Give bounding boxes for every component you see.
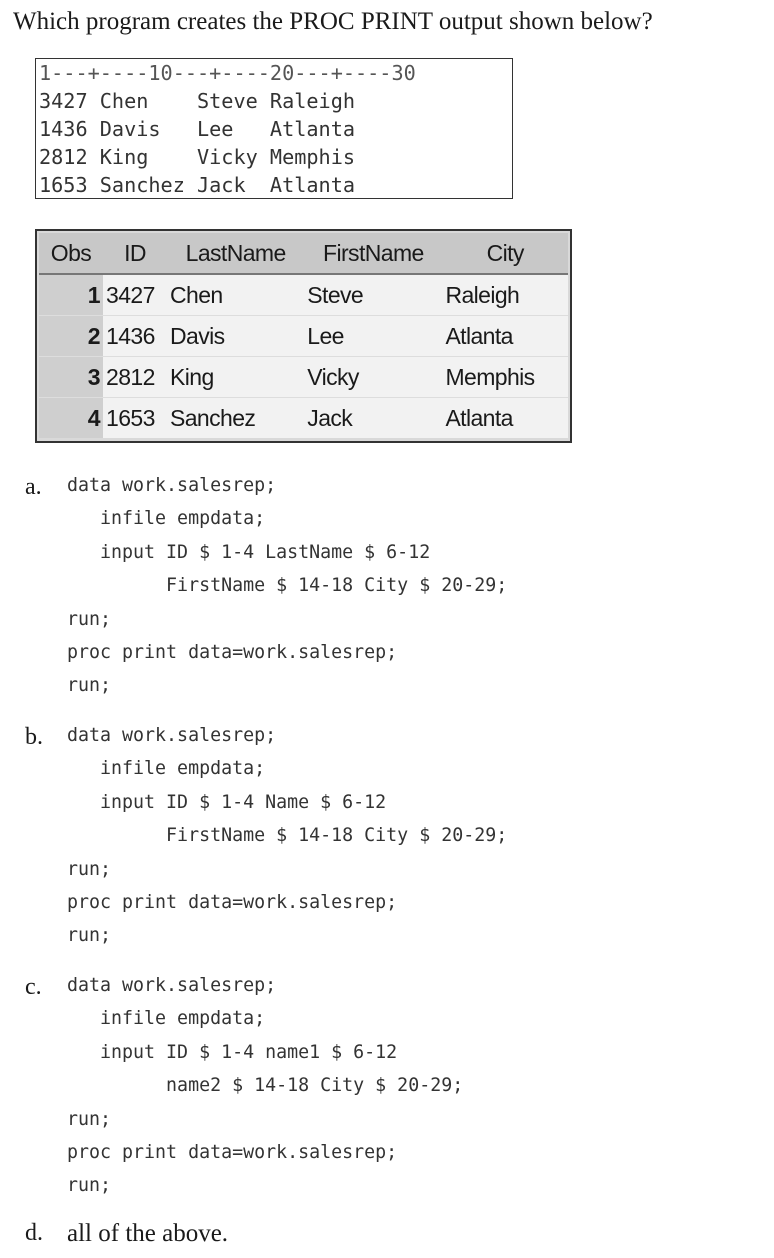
cell-city: Atlanta — [442, 316, 568, 357]
cell-lastname: Davis — [167, 316, 304, 357]
code-line: data work.salesrep; — [67, 725, 277, 746]
code-line: infile empdata; — [67, 508, 266, 530]
output-table — [39, 233, 568, 438]
code-line: run; — [67, 858, 112, 880]
cell-id: 3427 — [103, 274, 167, 316]
cell-city: Raleigh — [442, 274, 568, 316]
option-c-code — [67, 969, 463, 1203]
cell-firstname: Lee — [304, 316, 442, 357]
cell-firstname: Jack — [304, 398, 442, 439]
option-d-letter: d. — [25, 1220, 43, 1246]
code-line: run; — [67, 608, 112, 630]
table-row — [39, 398, 568, 439]
cell-id: 2812 — [103, 357, 167, 398]
raw-data-line: 3427 Chen Steve Raleigh — [39, 89, 356, 113]
code-line: input ID $ 1-4 LastName $ 6-12 — [67, 541, 431, 563]
code-line: infile empdata; — [67, 758, 266, 780]
column-ruler: 1---+----10---+----20---+----30 — [39, 61, 416, 85]
header-obs: Obs — [39, 233, 103, 274]
question-text: Which program creates the PROC PRINT output shown below? — [13, 8, 653, 35]
header-id: ID — [103, 233, 167, 274]
code-line: data work.salesrep; — [67, 975, 277, 996]
option-a-letter: a. — [25, 474, 42, 500]
code-line: input ID $ 1-4 Name $ 6-12 — [67, 791, 387, 813]
code-line: FirstName $ 14-18 City $ 20-29; — [67, 825, 508, 847]
cell-city: Atlanta — [442, 398, 568, 439]
raw-data-box — [35, 58, 513, 199]
cell-id: 1653 — [103, 398, 167, 439]
cell-firstname: Steve — [304, 274, 442, 316]
cell-city: Memphis — [442, 357, 568, 398]
header-lastname: LastName — [167, 233, 304, 274]
header-city: City — [442, 233, 568, 274]
option-b-code — [67, 719, 507, 953]
cell-obs: 4 — [39, 398, 103, 439]
code-line: data work.salesrep; — [67, 475, 277, 496]
option-d-text: all of the above. — [67, 1220, 229, 1247]
code-line: run; — [67, 1108, 112, 1130]
table-row — [39, 274, 568, 316]
raw-data-line: 1653 Sanchez Jack Atlanta — [39, 173, 356, 197]
code-line: proc print data=work.salesrep; — [67, 641, 398, 663]
code-line: run; — [67, 675, 112, 697]
option-c-letter: c. — [25, 974, 42, 1000]
raw-data-line: 2812 King Vicky Memphis — [39, 145, 356, 169]
code-line: run; — [67, 1175, 112, 1197]
table-row — [39, 316, 568, 357]
code-line: proc print data=work.salesrep; — [67, 891, 398, 913]
proc-print-output — [35, 229, 572, 443]
code-line: run; — [67, 925, 112, 947]
raw-data-line: 1436 Davis Lee Atlanta — [39, 117, 356, 141]
code-line: input ID $ 1-4 name1 $ 6-12 — [67, 1041, 398, 1063]
cell-obs: 2 — [39, 316, 103, 357]
option-a-code — [67, 469, 507, 703]
code-line: name2 $ 14-18 City $ 20-29; — [67, 1075, 464, 1097]
cell-lastname: Chen — [167, 274, 304, 316]
cell-lastname: Sanchez — [167, 398, 304, 439]
code-line: proc print data=work.salesrep; — [67, 1141, 398, 1163]
cell-lastname: King — [167, 357, 304, 398]
table-header-row — [39, 233, 568, 274]
cell-obs: 3 — [39, 357, 103, 398]
code-line: infile empdata; — [67, 1008, 266, 1030]
header-firstname: FirstName — [304, 233, 442, 274]
cell-obs: 1 — [39, 274, 103, 316]
option-b-letter: b. — [25, 724, 43, 750]
cell-firstname: Vicky — [304, 357, 442, 398]
cell-id: 1436 — [103, 316, 167, 357]
table-row — [39, 357, 568, 398]
code-line: FirstName $ 14-18 City $ 20-29; — [67, 575, 508, 597]
